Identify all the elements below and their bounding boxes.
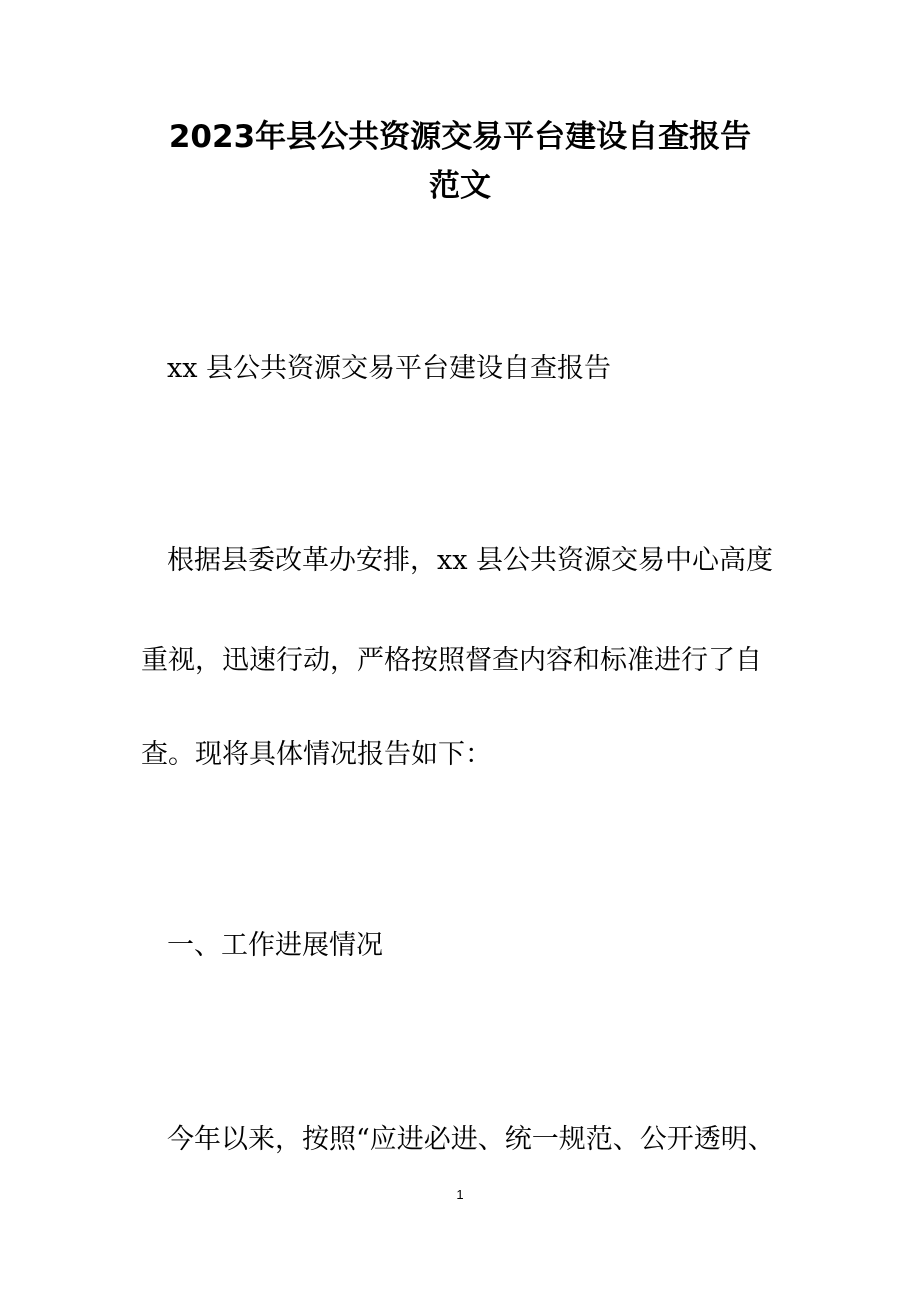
section-heading-work-progress: 一、工作进展情况 bbox=[167, 930, 383, 961]
section-paragraph-line-1: 今年以来，按照“应进必进、统一规范、公开透明、 bbox=[167, 1124, 775, 1155]
intro-paragraph-line-2: 重视，迅速行动，严格按照督查内容和标准进行了自 bbox=[141, 645, 762, 676]
document-title-line-1: 2023年县公共资源交易平台建设自查报告 bbox=[168, 119, 752, 155]
document-title-line-2: 范文 bbox=[429, 168, 491, 204]
report-subtitle: xx 县公共资源交易平台建设自查报告 bbox=[167, 353, 612, 384]
intro-paragraph-line-3: 查。现将具体情况报告如下： bbox=[141, 739, 492, 770]
intro-paragraph-line-1: 根据县委改革办安排，xx 县公共资源交易中心高度 bbox=[167, 545, 774, 576]
page-number: 1 bbox=[456, 1187, 464, 1202]
